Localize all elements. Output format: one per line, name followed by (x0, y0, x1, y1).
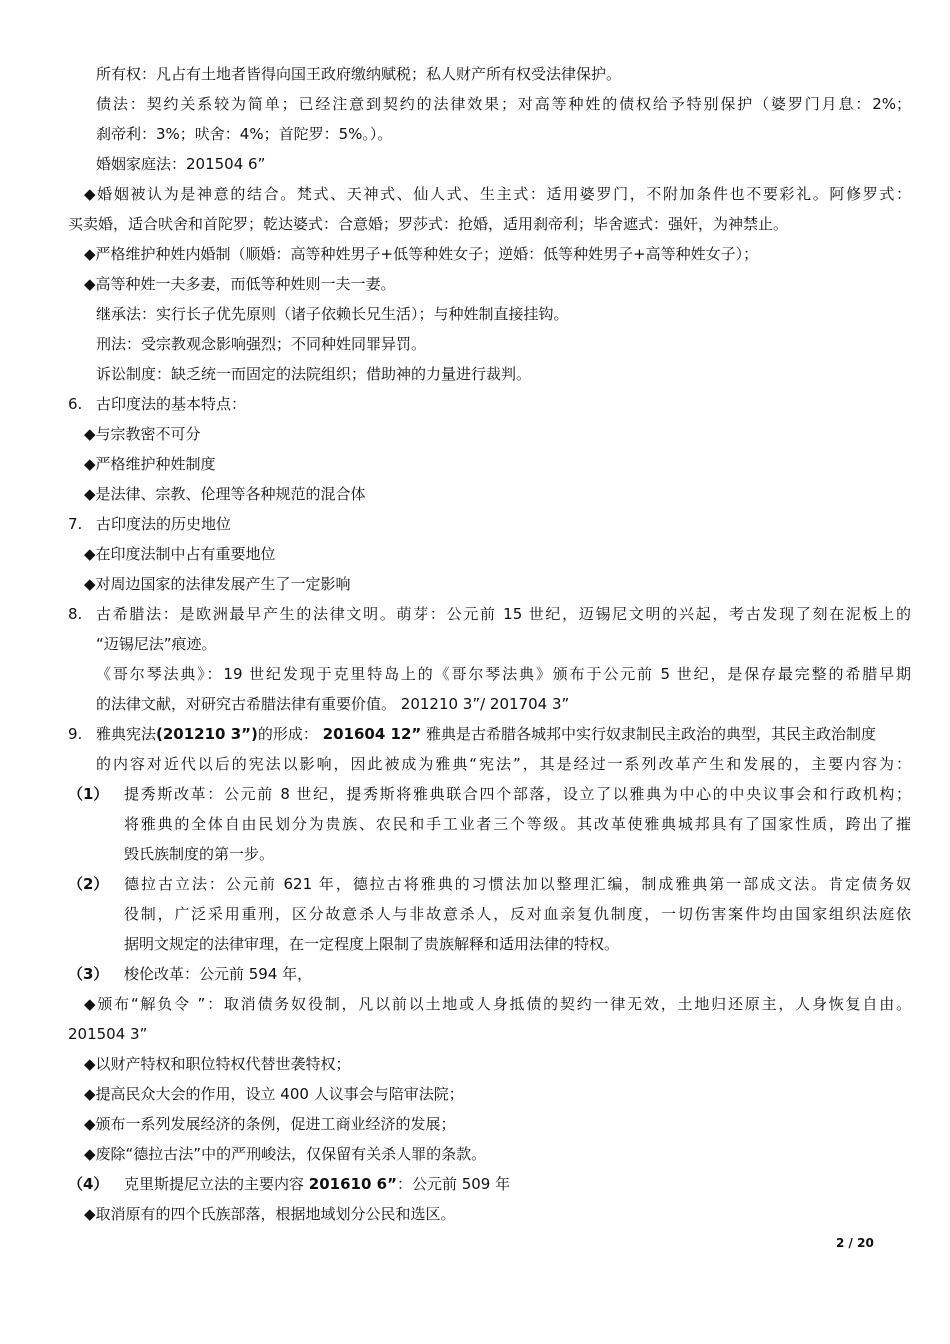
text-line: ◆以财产特权和职位特权代替世袭特权； (84, 1055, 351, 1073)
text-line: 婚姻家庭法：201504 6” (96, 155, 266, 173)
text-run: 的形成： (257, 725, 318, 743)
text-line: ◆颁布“解负令 ”：取消债务奴役制，凡以前以土地或人身抵债的契约一律无效，土地归还原主，人身恢复自由。 (84, 995, 911, 1013)
page-separator: / (848, 1236, 853, 1250)
section-heading: 雅典宪法 (96, 725, 157, 743)
text-line: ◆对周边国家的法律发展产生了一定影响 (84, 575, 351, 593)
text-line: ◆严格维护种姓制度 (84, 455, 216, 473)
text-line: 的法律文献，对研究古希腊法律有重要价值。 201210 3”/ 201704 3” (96, 695, 570, 713)
text-line: “迈锡尼法”痕迹。 (96, 635, 217, 653)
list-number: 8. (68, 605, 83, 623)
list-number: （2） (68, 875, 109, 893)
text-run: 雅典是古希腊各城邦中实行奴隶制民主政治的典型，其民主政治制度 (421, 725, 877, 743)
text-line: 据明文规定的法律审理，在一定程度上限制了贵族解释和适用法律的特权。 (124, 935, 620, 953)
text-line: 古希腊法：是欧洲最早产生的法律文明。萌芽：公元前 15 世纪，迈锡尼文明的兴起，考古发现了刻在泥板上的 (96, 605, 911, 623)
list-number: 6. (68, 395, 83, 413)
text-line: ◆在印度法制中占有重要地位 (84, 545, 276, 563)
text-line: ◆与宗教密不可分 (84, 425, 201, 443)
exam-reference: (201210 3”) (156, 725, 258, 743)
text-line: 将雅典的全体自由民划分为贵族、农民和手工业者三个等级。其改革使雅典城邦具有了国家性质，跨出了摧 (124, 815, 911, 833)
list-number: （3） (68, 965, 109, 983)
text-line: ◆高等种姓一夫多妻，而低等种姓则一夫一妻。 (84, 275, 396, 293)
text-line: 毁氏族制度的第一步。 (124, 845, 275, 863)
exam-reference: 201610 6” (308, 1175, 397, 1193)
text-line: 的内容对近代以后的宪法以影响，因此被成为雅典“宪法”，其是经过一系列改革产生和发展的，主要内容为： (96, 755, 911, 773)
list-number: （4） (68, 1175, 109, 1193)
text-line: ◆提高民众大会的作用，设立 400 人议事会与陪审法院； (84, 1085, 464, 1103)
text-line: ◆颁布一系列发展经济的条例，促进工商业经济的发展； (84, 1115, 456, 1133)
text-run: ：公元前 509 年 (396, 1175, 511, 1193)
text-line: 债法：契约关系较为简单；已经注意到契约的法律效果；对高等种姓的债权给予特别保护（婆罗门月息：2%； (96, 95, 911, 113)
exam-reference: 201504 3” (68, 1025, 148, 1043)
list-number: 7. (68, 515, 83, 533)
exam-reference: 201604 12” (322, 725, 422, 743)
section-heading: 克里斯提尼立法的主要内容 (124, 1175, 305, 1193)
text-line: 刹帝利：3%；吠舍：4%；首陀罗：5%。）。 (96, 125, 393, 143)
text-line: 刑法：受宗教观念影响强烈；不同种姓同罪异罚。 (96, 335, 427, 353)
page-number (836, 1236, 874, 1250)
total-pages: 20 (857, 1236, 874, 1250)
current-page: 2 (836, 1236, 845, 1250)
text-line: ◆婚姻被认为是神意的结合。梵式、天神式、仙人式、生主式：适用婆罗门，不附加条件也不要彩礼。阿修罗式： (84, 185, 911, 203)
text-line: 梭伦改革：公元前 594 年， (124, 965, 313, 983)
text-line: ◆废除“德拉古法”中的严刑峻法，仅保留有关杀人罪的条款。 (84, 1145, 487, 1163)
text-line: ◆取消原有的四个氏族部落，根据地域划分公民和选区。 (84, 1205, 456, 1223)
text-line: 所有权：凡占有土地者皆得向国王政府缴纳赋税；私人财产所有权受法律保护。 (96, 65, 622, 83)
section-heading: 古印度法的基本特点： (96, 395, 247, 413)
list-number: 9. (68, 725, 83, 743)
list-number: （1） (68, 785, 109, 803)
text-line (124, 1174, 510, 1194)
text-line: 提秀斯改革：公元前 8 世纪，提秀斯将雅典联合四个部落，设立了以雅典为中心的中央议事会和行政机构； (124, 785, 911, 803)
text-line: 继承法：实行长子优先原则（诸子依赖长兄生活）；与种姓制直接挂钩。 (96, 305, 569, 323)
text-line: 役制，广泛采用重刑，区分故意杀人与非故意杀人，反对血亲复仇制度，一切伤害案件均由国家组织法庭依 (124, 905, 911, 923)
section-heading: 古印度法的历史地位 (96, 515, 232, 533)
text-line: ◆严格维护种姓内婚制（顺婚：高等种姓男子+低等种姓女子；逆婚：低等种姓男子+高等种姓女子）； (84, 245, 759, 263)
text-line: 诉讼制度：缺乏统一而固定的法院组织；借助神的力量进行裁判。 (96, 365, 532, 383)
text-line: 买卖婚，适合吠舍和首陀罗；乾达婆式：合意婚；罗莎式：抢婚，适用刹帝利；毕舍遮式：强奸，为神禁止。 (68, 215, 789, 233)
text-line (96, 724, 911, 744)
text-line: ◆是法律、宗教、伦理等各种规范的混合体 (84, 485, 366, 503)
text-line: 《哥尔琴法典》：19 世纪发现于克里特岛上的《哥尔琴法典》颁布于公元前 5 世纪，是保存最完整的希腊早期 (96, 665, 911, 683)
text-line: 德拉古立法：公元前 621 年，德拉古将雅典的习惯法加以整理汇编，制成雅典第一部成文法。肯定债务奴 (124, 875, 911, 893)
